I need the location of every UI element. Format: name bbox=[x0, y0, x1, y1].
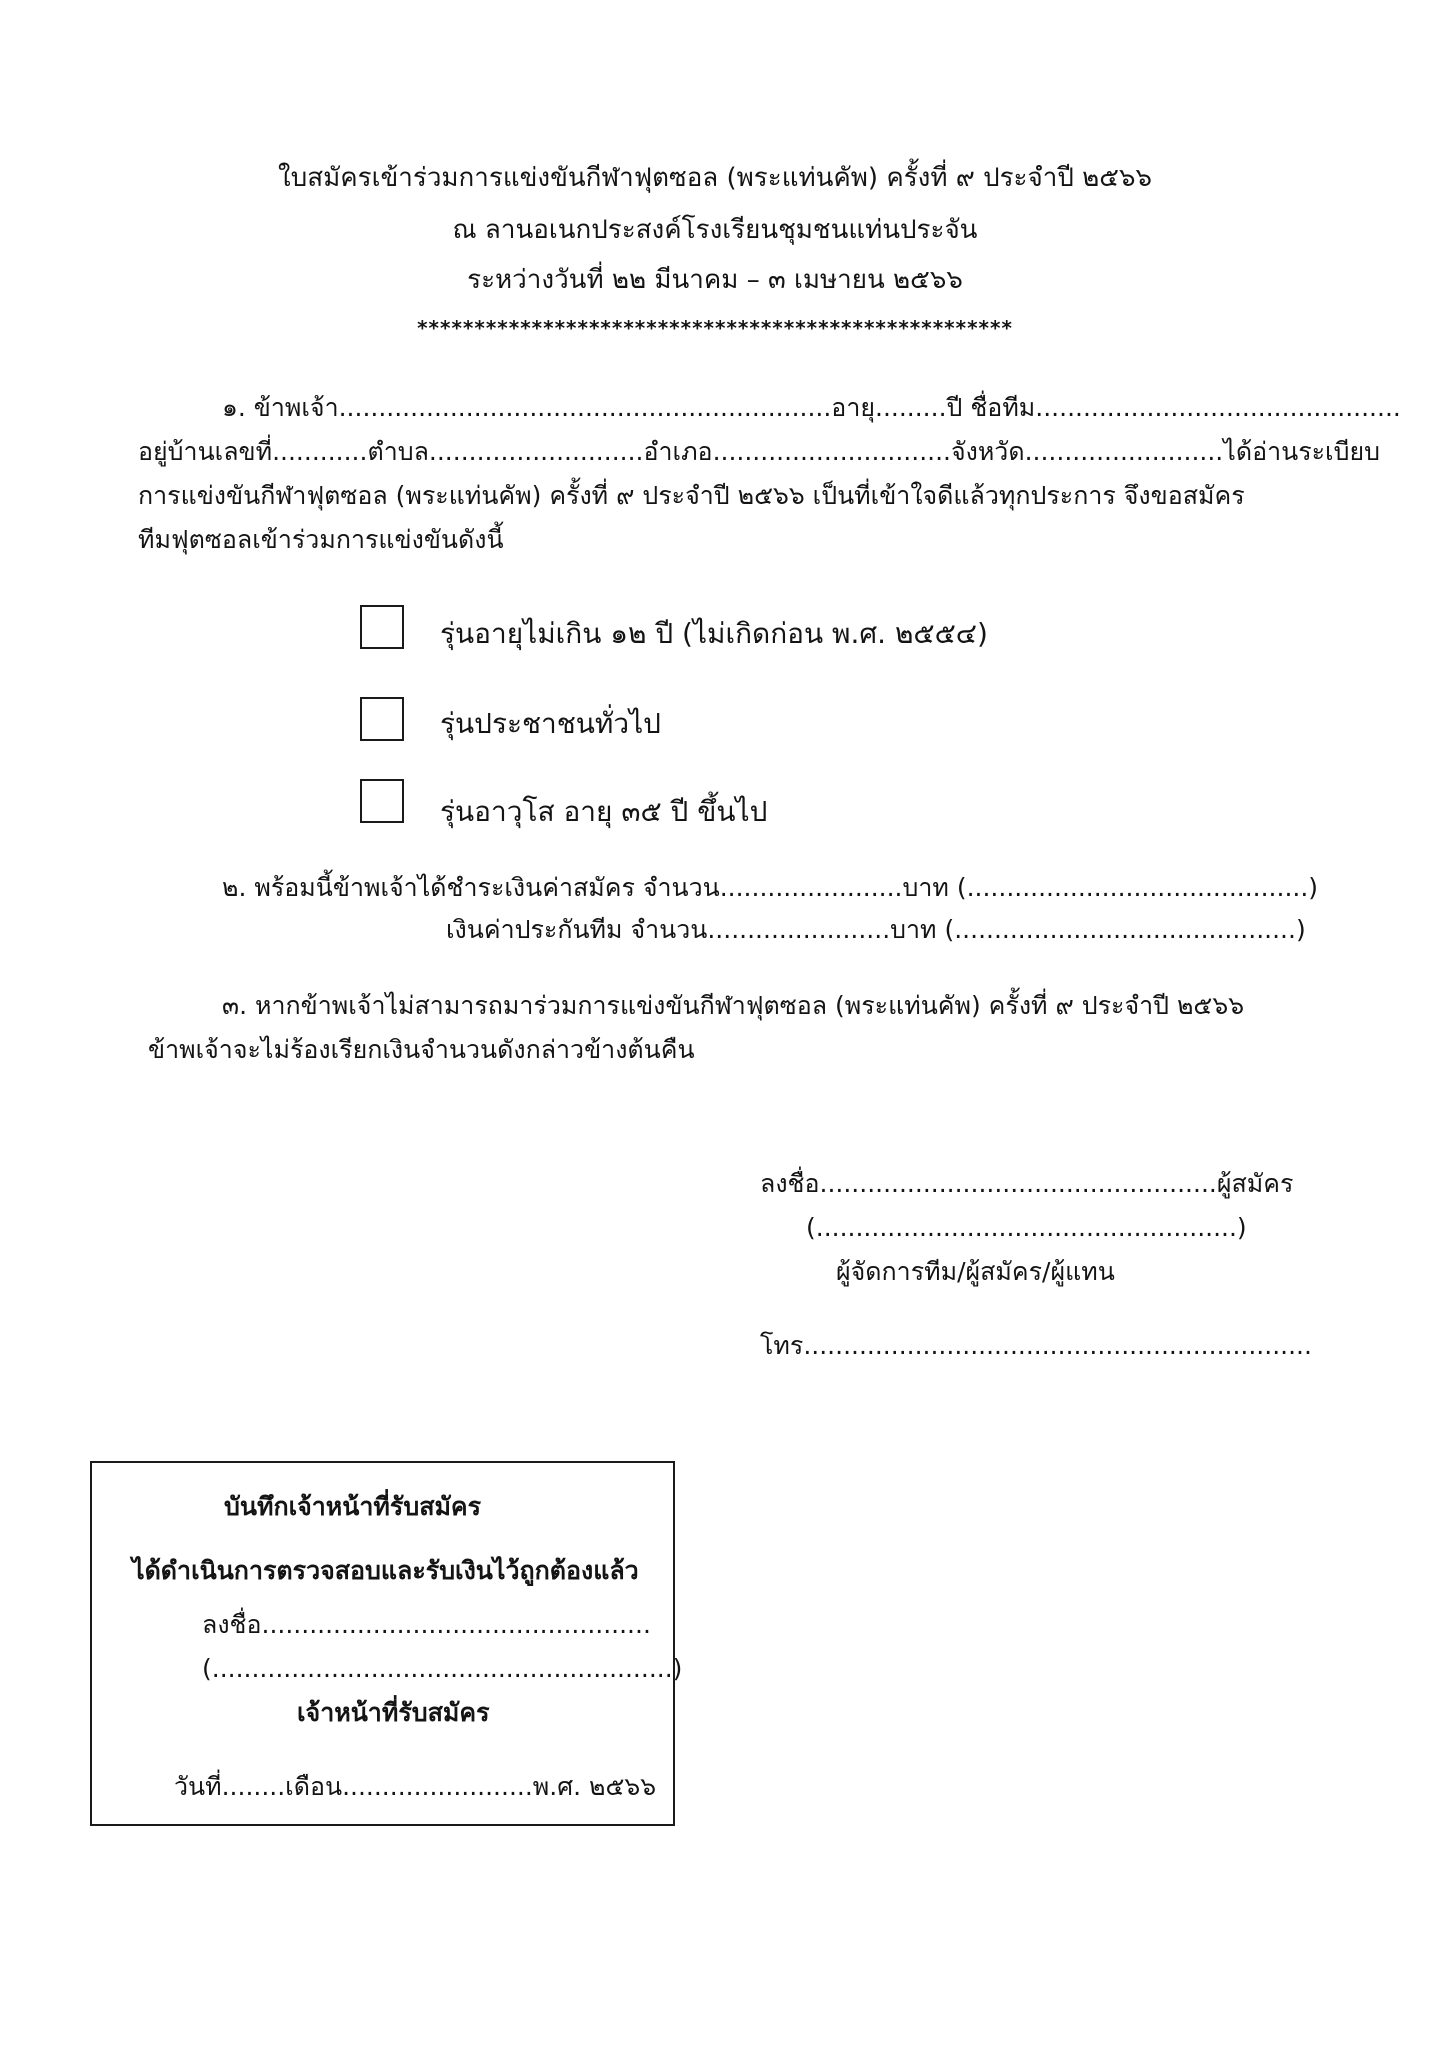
staff-box-name: (..........................................................) bbox=[202, 1654, 683, 1683]
form-title: ใบสมัครเข้าร่วมการแข่งขันกีฬาฟุตซอล (พระแท่นคัพ) ครั้งที่ ๙ ประจำปี ๒๕๖๖ bbox=[278, 163, 1152, 193]
option-senior-35-label: รุ่นอาวุโส อายุ ๓๕ ปี ขึ้นไป bbox=[440, 795, 768, 828]
no-refund-line-2: ข้าพเจ้าจะไม่ร้องเรียกเงินจำนวนดังกล่าวข้างต้นคืน bbox=[148, 1035, 695, 1064]
checkbox-general-public[interactable] bbox=[360, 697, 404, 741]
applicant-signature: ลงชื่อ..................................................ผู้สมัคร bbox=[760, 1169, 1294, 1198]
header-separator: **************************************************** bbox=[417, 316, 1013, 340]
form-venue: ณ ลานอเนกประสงค์โรงเรียนชุมชนแท่นประจัน bbox=[452, 215, 978, 245]
staff-box-date: วันที่........เดือน........................พ.ศ. ๒๕๖๖ bbox=[174, 1772, 657, 1801]
applicant-role: ผู้จัดการทีม/ผู้สมัคร/ผู้แทน bbox=[836, 1257, 1115, 1286]
address-line: อยู่บ้านเลขที่............ตำบล...........................อำเภอ..............................จังหวัด.........................ได้อ่านระเบียบ bbox=[138, 437, 1380, 466]
registration-fee-line: ๒. พร้อมนี้ข้าพเจ้าได้ชำระเงินค่าสมัคร จำนวน.......................บาท (...........................................) bbox=[222, 873, 1319, 902]
staff-box-verified: ได้ดำเนินการตรวจสอบและรับเงินไว้ถูกต้องแล้ว bbox=[132, 1556, 639, 1585]
staff-box-signature: ลงชื่อ................................................. bbox=[202, 1610, 651, 1639]
checkbox-senior-35[interactable] bbox=[360, 779, 404, 823]
checkbox-under-12[interactable] bbox=[360, 605, 404, 649]
team-deposit-line: เงินค่าประกันทีม จำนวน.......................บาท (...........................................) bbox=[446, 915, 1306, 944]
staff-box-heading: บันทึกเจ้าหน้าที่รับสมัคร bbox=[224, 1492, 482, 1521]
rules-line: การแข่งขันกีฬาฟุตซอล (พระแท่นคัพ) ครั้งที่ ๙ ประจำปี ๒๕๖๖ เป็นที่เข้าใจดีแล้วทุกประการ จึงขอสมัคร bbox=[138, 481, 1245, 510]
staff-record-box bbox=[90, 1461, 683, 1826]
form-dates: ระหว่างวันที่ ๒๒ มีนาคม – ๓ เมษายน ๒๕๖๖ bbox=[467, 265, 963, 295]
applicant-phone: โทร................................................................ bbox=[760, 1331, 1312, 1360]
applicant-line: ๑. ข้าพเจ้า..............................................................อายุ.........ปี ชื่อทีม.............................................. bbox=[222, 393, 1401, 422]
option-general-public-label: รุ่นประชาชนทั่วไป bbox=[440, 707, 661, 740]
option-under-12-label: รุ่นอายุไม่เกิน ๑๒ ปี (ไม่เกิดก่อน พ.ศ. ๒๕๕๔) bbox=[440, 617, 988, 650]
no-refund-line-1: ๓. หากข้าพเจ้าไม่สามารถมาร่วมการแข่งขันกีฬาฟุตซอล (พระแท่นคัพ) ครั้งที่ ๙ ประจำปี ๒๕๖๖ bbox=[222, 991, 1245, 1020]
apply-line: ทีมฟุตซอลเข้าร่วมการแข่งขันดังนี้ bbox=[138, 525, 504, 554]
staff-box-role: เจ้าหน้าที่รับสมัคร bbox=[297, 1698, 490, 1727]
applicant-name: (.....................................................) bbox=[806, 1213, 1247, 1242]
